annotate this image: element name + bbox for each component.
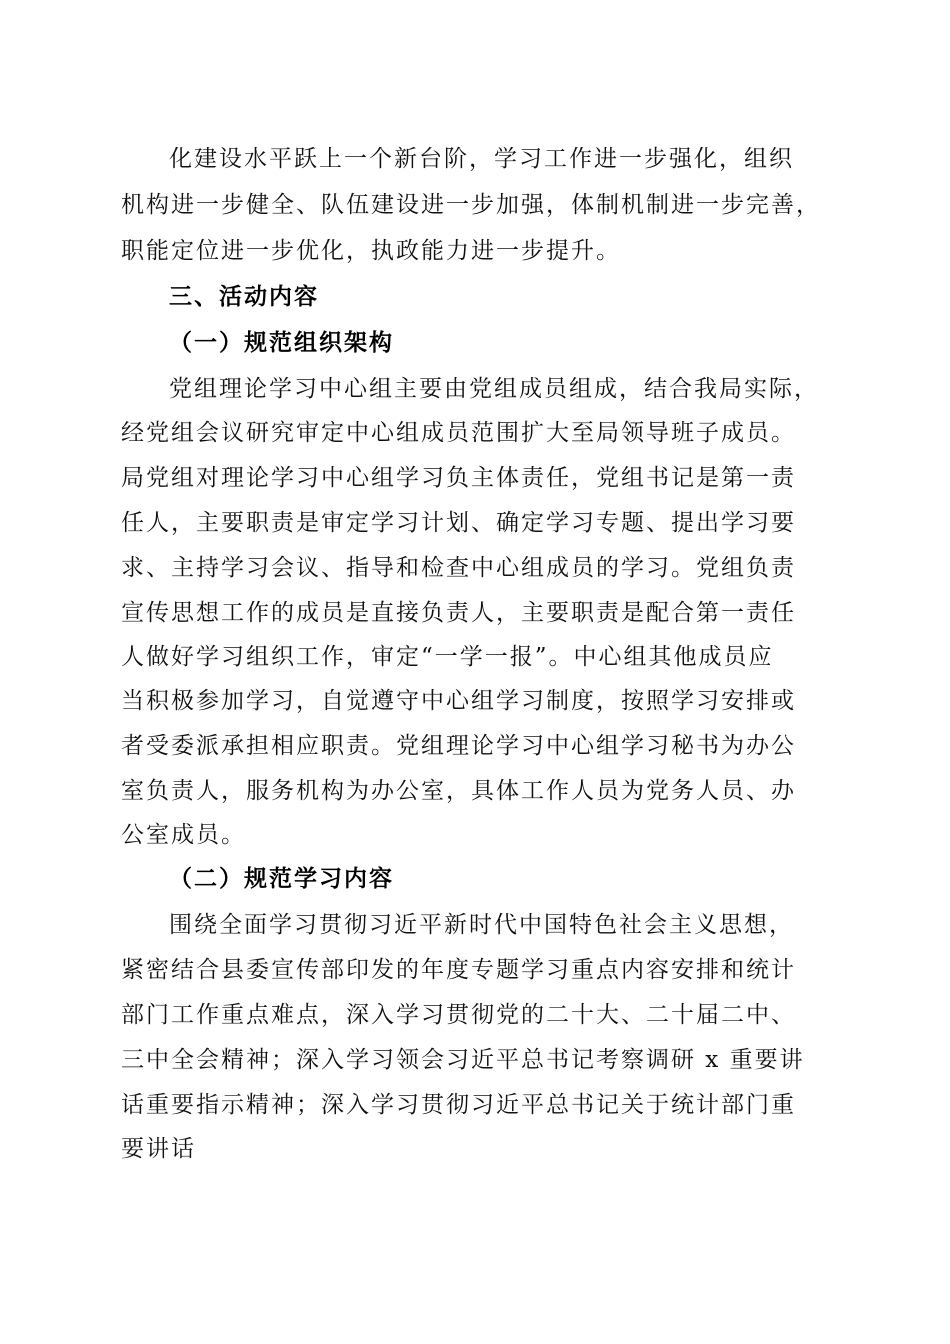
paragraph-line: 职能定位进一步优化，执政能力进一步提升。	[121, 238, 621, 264]
paragraph-line: 话重要指示精神；深入学习贯彻习近平总书记关于统计部门重	[121, 1092, 796, 1118]
paragraph-line: 者受委派承担相应职责。党组理论学习中心组学习秘书为办公	[121, 733, 796, 759]
paragraph-line: 化建设水平跃上一个新台阶，学习工作进一步强化，组织	[169, 146, 794, 172]
paragraph-line: 要讲话	[121, 1136, 196, 1162]
paragraph-line: 紧密结合县委宣传部印发的年度专题学习重点内容安排和统计	[121, 957, 796, 983]
paragraph-line: 部门工作重点难点，深入学习贯彻党的二十大、二十届二中、	[121, 1002, 796, 1028]
paragraph-line: 围绕全面学习贯彻习近平新时代中国特色社会主义思想，	[169, 912, 794, 938]
paragraph-line: 公室成员。	[121, 822, 246, 848]
paragraph-line: 党组理论学习中心组主要由党组成员组成，结合我局实际，	[169, 376, 819, 402]
paragraph-line: 局党组对理论学习中心组学习负主体责任，党组书记是第一责	[121, 465, 796, 491]
subsection-heading: （一）规范组织架构	[169, 330, 394, 356]
paragraph-line: 宣传思想工作的成员是直接负责人，主要职责是配合第一责任	[121, 600, 796, 626]
paragraph-line: 机构进一步健全、队伍建设进一步加强，体制机制进一步完善，	[121, 192, 821, 218]
paragraph-line: 室负责人，服务机构为办公室，具体工作人员为党务人员、办	[121, 778, 796, 804]
paragraph-line: 任人，主要职责是审定学习计划、确定学习专题、提出学习要	[121, 510, 796, 536]
section-heading: 三、活动内容	[169, 284, 319, 310]
paragraph-line: 三中全会精神；深入学习领会习近平总书记考察调研 x 重要讲	[121, 1047, 805, 1073]
subsection-heading: （二）规范学习内容	[169, 866, 394, 892]
paragraph-line: 求、主持学习会议、指导和检查中心组成员的学习。党组负责	[121, 555, 796, 581]
paragraph-line: 经党组会议研究审定中心组成员范围扩大至局领导班子成员。	[121, 420, 796, 446]
paragraph-line: 人做好学习组织工作，审定“一学一报”。中心组其他成员应	[121, 644, 774, 670]
paragraph-line: 当积极参加学习，自觉遵守中心组学习制度，按照学习安排或	[121, 688, 796, 714]
